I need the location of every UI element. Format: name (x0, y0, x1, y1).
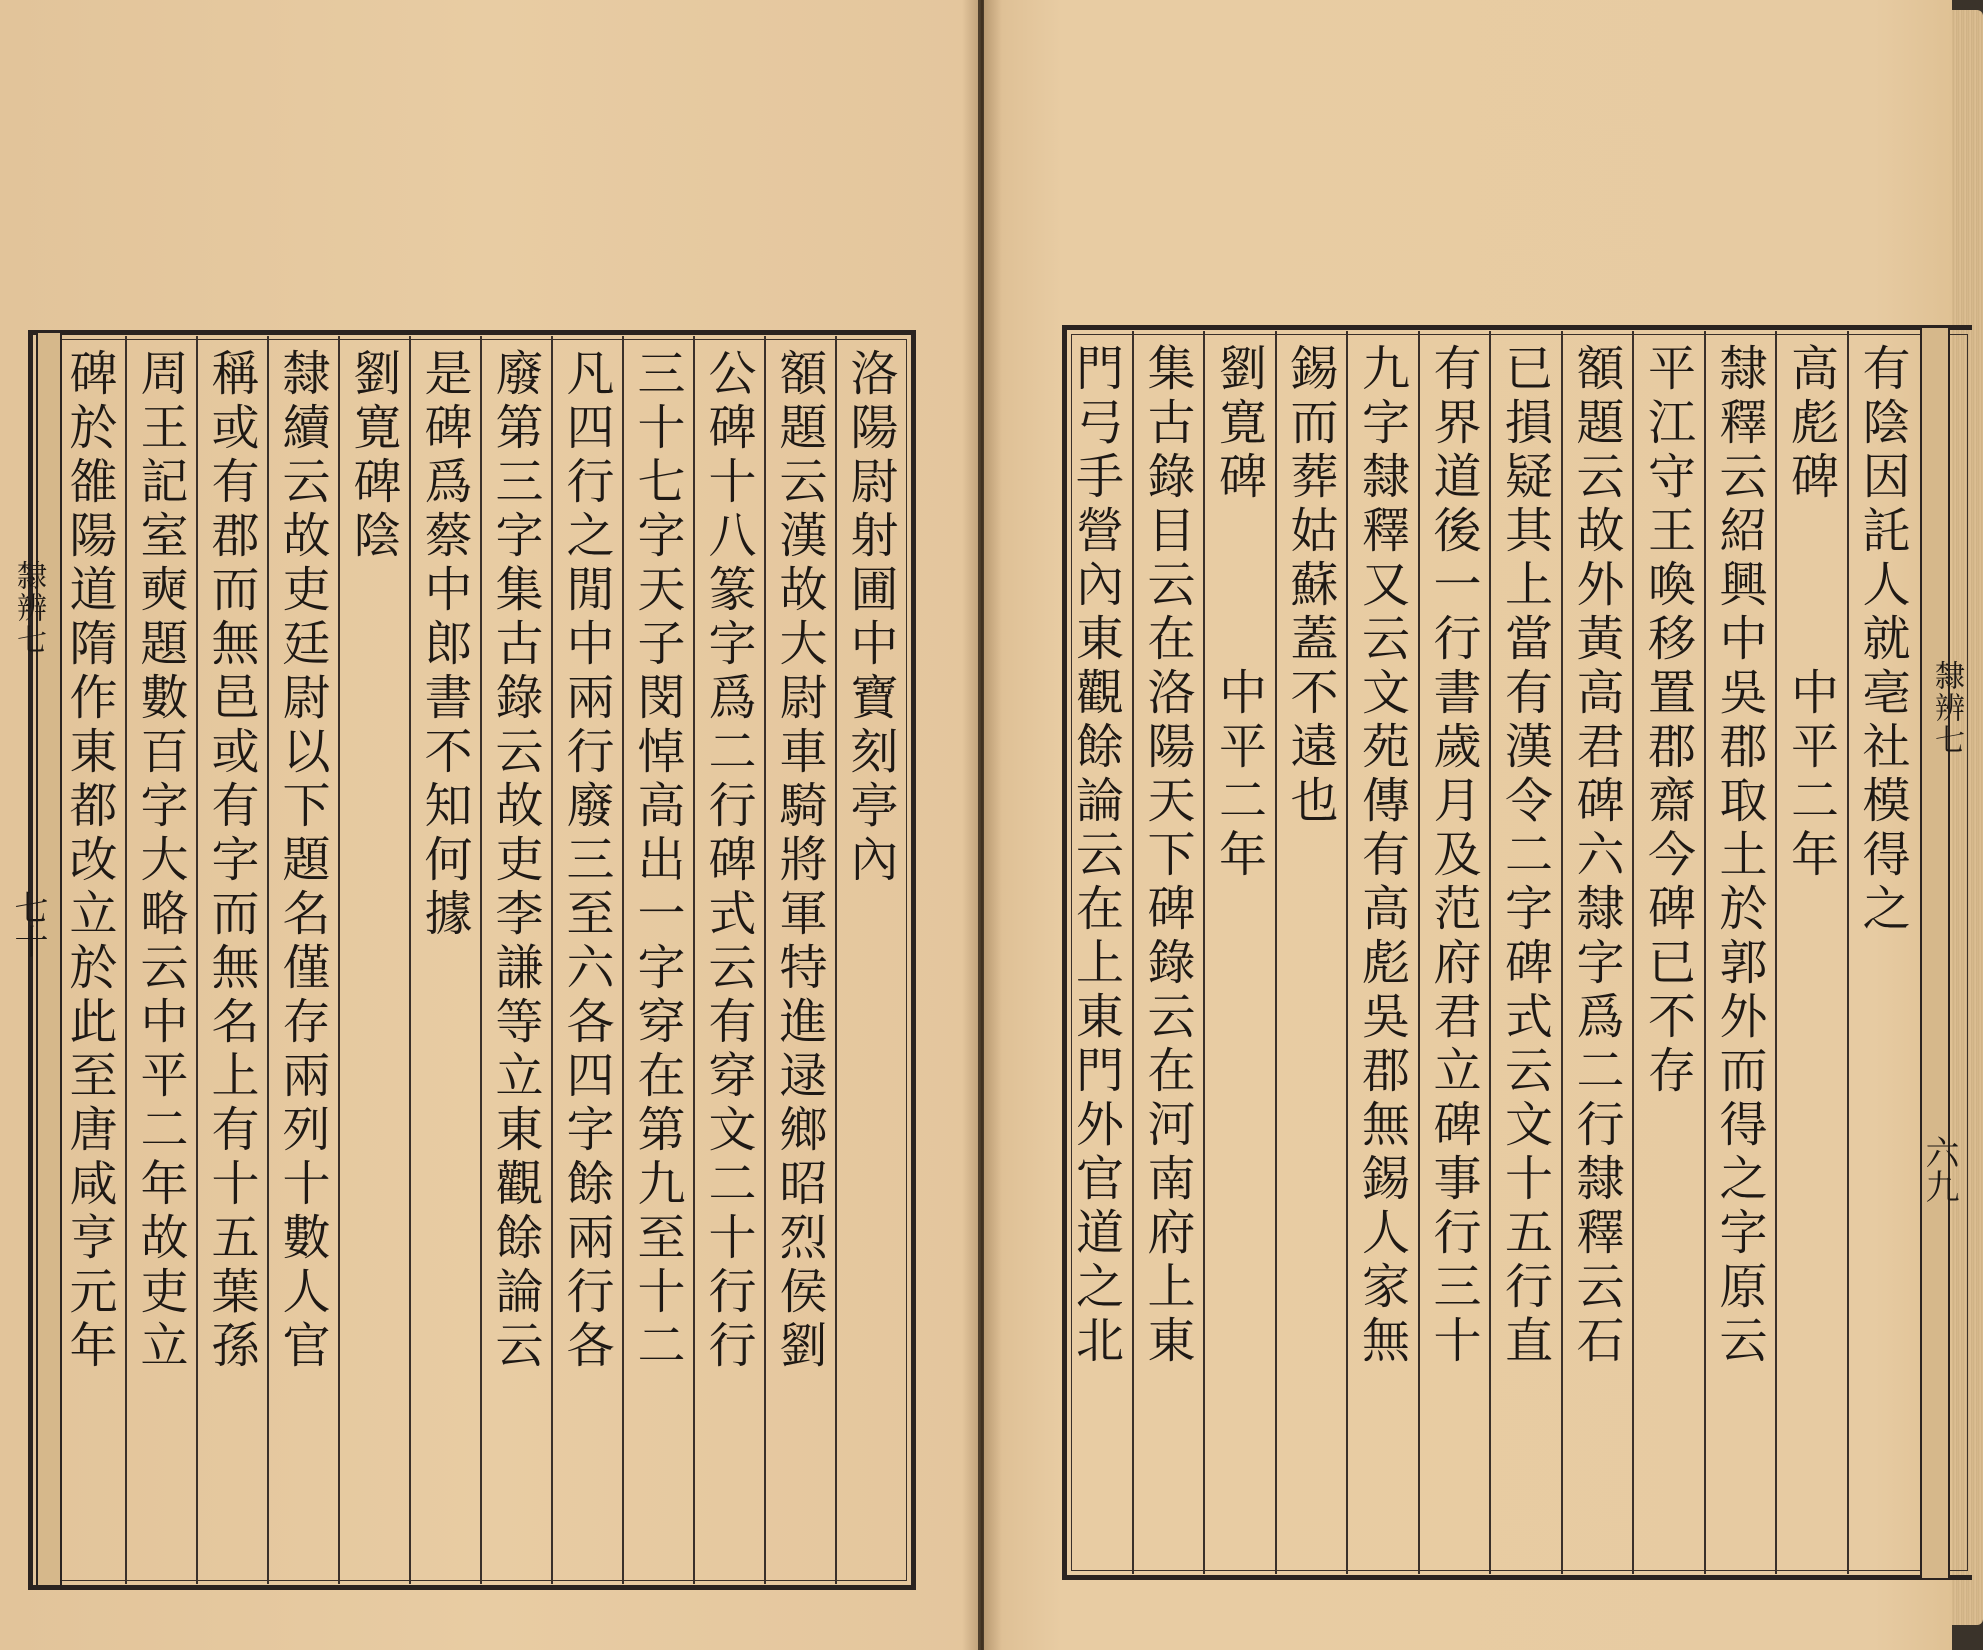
right_page-column-rule (1418, 331, 1420, 1574)
right_page-column-rule (1704, 331, 1706, 1574)
right_page-column-rule (1275, 331, 1277, 1574)
left_page-column-rule (551, 336, 553, 1584)
left_page-column-rule (835, 336, 837, 1584)
right_page-column-rule (1847, 331, 1849, 1574)
left_page-column: 公碑十八篆字爲二行碑式云有穿文二十行行 (700, 348, 756, 1374)
right_page-column: 有界道後一行書歲月及范府君立碑事行三十 (1425, 343, 1481, 1369)
left_page-column: 劉寛碑陰 (345, 348, 401, 564)
left_page-column-rule (196, 336, 198, 1584)
left_page-column: 是碑爲蔡中郎書不知何據 (416, 348, 472, 942)
right_page-column: 劉寛碑 中平二年 (1210, 343, 1267, 883)
right_page-column-rule (1632, 331, 1634, 1574)
left_page-column-rule (125, 336, 127, 1584)
right_page-column-rule (1346, 331, 1348, 1574)
right-fold-strip (1920, 328, 1950, 1578)
right_page-column-rule (1489, 331, 1491, 1574)
right_page-column-rule (1561, 331, 1563, 1574)
right_page-column: 門弓手營內東觀餘論云在上東門外官道之北 (1067, 343, 1124, 1369)
left_page-column-rule (409, 336, 411, 1584)
left_page-column: 三十七字天子閔悼高出一字穿在第九至十二 (629, 348, 685, 1374)
right-page-number: 六九 (1919, 1135, 1959, 1203)
left-fold-strip (36, 333, 62, 1585)
right_page-column: 集古錄目云在洛陽天下碑錄云在河南府上東 (1139, 343, 1195, 1369)
left_page-column-rule (764, 336, 766, 1584)
left_page-column-rule (480, 336, 482, 1584)
left_page-column: 碑於雒陽道隋作東都改立於此至唐咸亨元年 (61, 348, 117, 1374)
right_page-column-rule (1775, 331, 1777, 1574)
left_page-column: 隸續云故吏廷尉以下題名僅存兩列十數人官 (274, 348, 330, 1374)
left_page-column-rule (622, 336, 624, 1584)
book-gutter (962, 0, 1002, 1650)
left_page-column: 周王記室奭題數百字大略云中平二年故吏立 (132, 348, 188, 1374)
right_page-column: 已損疑其上當有漢令二字碑式云文十五行直 (1496, 343, 1553, 1369)
right_page-column-rule (1203, 331, 1205, 1574)
left_page-column: 稱或有郡而無邑或有字而無名上有十五葉孫 (203, 348, 259, 1374)
right_page-column: 高彪碑 中平二年 (1782, 343, 1839, 883)
left_page-column-rule (693, 336, 695, 1584)
right_page-column: 平江守王喚移置郡齋今碑已不存 (1639, 343, 1696, 1099)
right_page-column: 錫而葬姑蘇蓋不遠也 (1282, 343, 1338, 829)
right_page-column: 有陰因託人就亳社模得之 (1854, 343, 1910, 937)
left-page-number: 七十 (8, 890, 48, 958)
left-fold-title: 隸辨七 (11, 560, 46, 656)
right_page-column: 九字隸釋又云文苑傳有高彪吳郡無錫人家無 (1353, 343, 1410, 1369)
right_page-column-rule (1132, 331, 1134, 1574)
right_page-column: 隸釋云紹興中吳郡取土於郭外而得之字原云 (1711, 343, 1767, 1369)
right_page-column: 額題云故外黃高君碑六隸字爲二行隸釋云石 (1568, 343, 1624, 1369)
left_page-column: 額題云漢故大尉車騎將軍特進逯鄉昭烈侯劉 (771, 348, 827, 1374)
left_page-column: 凡四行之閒中兩行廢三至六各四字餘兩行各 (558, 348, 614, 1374)
right-fold-title: 隸辨七 (1929, 660, 1964, 756)
left_page-column: 廢第三字集古錄云故吏李謙等立東觀餘論云 (487, 348, 543, 1374)
left_page-column-rule (338, 336, 340, 1584)
left_page-column-rule (267, 336, 269, 1584)
left_page-column: 洛陽尉射圃中寶刻亭內 (842, 348, 898, 888)
